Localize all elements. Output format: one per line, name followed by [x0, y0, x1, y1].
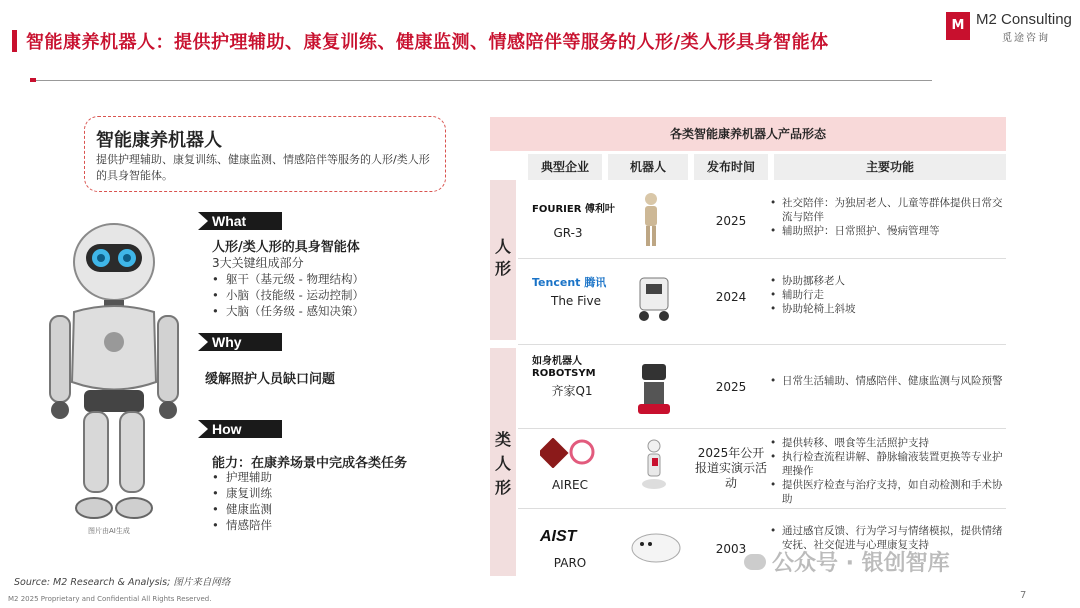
release-year: 2003: [715, 542, 747, 556]
release-year: 2025年公开报道实演示活动: [694, 446, 767, 490]
list-item: • 健康监测: [212, 501, 412, 517]
list-item: • 大脑（任务级 - 感知决策）: [212, 303, 442, 319]
m2-logo-icon: M: [946, 12, 970, 40]
why-text: 缓解照护人员缺口问题: [205, 372, 336, 387]
robot-name: GR-3: [553, 226, 583, 240]
source-note: Source: M2 Research & Analysis; 图片来自网络: [14, 577, 231, 588]
function-item: • 协助轮椅上斜坡: [770, 302, 1010, 316]
robotsym-logo: 如身机器人 ROBOTSYM: [532, 356, 596, 379]
column-header-release: 发布时间: [694, 154, 768, 180]
function-item: • 协助挪移老人: [770, 274, 1010, 288]
what-tag: What: [198, 212, 282, 230]
list-item: • 小脑（技能级 - 运动控制）: [212, 287, 442, 303]
column-header-robot: 机器人: [608, 154, 688, 180]
function-item: • 通过感官反馈、行为学习与情绪模拟，提供情绪安抚、社交促进与心理康复支持: [770, 524, 1010, 552]
function-item: • 提供医疗检查与治疗支持，如自动检测和手术协助: [770, 478, 1010, 506]
row-divider: [518, 428, 1006, 429]
why-tag: Why: [198, 333, 282, 351]
header-divider: [36, 80, 932, 81]
the-five-robot-image: [632, 270, 676, 324]
release-year: 2025: [715, 380, 747, 394]
callout-title: 智能康养机器人: [96, 130, 222, 151]
image-caption: 图片由AI生成: [88, 527, 130, 535]
airec-robot-image: [640, 438, 668, 492]
fourier-logo: FOURIER 傅利叶: [532, 204, 615, 215]
logo-subtitle: 觅途咨询: [1002, 33, 1050, 44]
gr3-robot-image: [640, 192, 662, 248]
group-label-humanoid: 人形: [494, 237, 511, 278]
robot-name: AIREC: [551, 478, 589, 492]
list-item: • 康复训练: [212, 485, 412, 501]
function-item: • 社交陪伴：为独居老人、儿童等群体提供日常交流与陪伴: [770, 196, 1010, 224]
function-list: [770, 374, 1010, 388]
robot-name: The Five: [551, 294, 601, 308]
release-year: 2025: [715, 214, 747, 228]
function-item: • 辅助行走: [770, 288, 1010, 302]
callout-description: 提供护理辅助、康复训练、健康监测、情感陪伴等服务的人形/类人形的具身智能体。: [96, 153, 430, 182]
page-number: 7: [1020, 590, 1027, 601]
how-tag: How: [198, 420, 282, 438]
row-divider: [518, 344, 1006, 345]
list-item: • 情感陪伴: [212, 517, 412, 533]
group-label-quasi-humanoid: 类人形: [494, 430, 511, 497]
row-divider: [518, 508, 1006, 509]
tencent-logo: Tencent 腾讯: [532, 276, 607, 289]
function-item: • 执行检查流程讲解、静脉输液装置更换等专业护理操作: [770, 450, 1010, 478]
how-list: [212, 469, 412, 533]
robot-name: PARO: [553, 556, 587, 570]
watermark: 公众号 · 银创智库: [772, 551, 950, 576]
column-header-functions: 主要功能: [774, 154, 1006, 180]
airec-logo-icon: [540, 438, 596, 468]
robot-name: 齐家Q1: [551, 384, 593, 398]
paro-robot-image: [628, 526, 682, 566]
what-list: [212, 271, 442, 319]
how-heading: 能力：在康养场景中完成各类任务: [212, 456, 408, 471]
list-item: • 躯干（基元级 - 物理结构）: [212, 271, 442, 287]
what-subheading: 3大关键组成部分: [212, 256, 304, 270]
aist-logo: AIST: [540, 528, 577, 545]
release-year: 2024: [715, 290, 747, 304]
logo-name: M2 Consulting: [976, 11, 1072, 28]
title-accent-bar: [12, 30, 17, 52]
row-divider: [518, 258, 1006, 259]
table-caption: 各类智能康养机器人产品形态: [490, 117, 1006, 151]
page-title: 智能康养机器人：提供护理辅助、康复训练、健康监测、情感陪伴等服务的人形/类人形具身智能体: [26, 32, 829, 53]
list-item: • 护理辅助: [212, 469, 412, 485]
wechat-icon: [744, 554, 766, 570]
function-list: [770, 436, 1010, 506]
what-heading: 人形/类人形的具身智能体: [212, 240, 360, 255]
function-item: • 辅助照护：日常照护、慢病管理等: [770, 224, 1010, 238]
column-header-company: 典型企业: [528, 154, 602, 180]
qijia-q1-robot-image: [634, 362, 674, 418]
function-list: [770, 196, 1010, 238]
legal-notice: M2 2025 Proprietary and Confidential All Rights Reserved.: [8, 595, 212, 603]
function-list: [770, 274, 1010, 316]
function-item: • 日常生活辅助、情感陪伴、健康监测与风险预警: [770, 374, 1010, 388]
robot-illustration: [44, 212, 184, 524]
function-item: • 提供转移、喂食等生活照护支持: [770, 436, 1010, 450]
